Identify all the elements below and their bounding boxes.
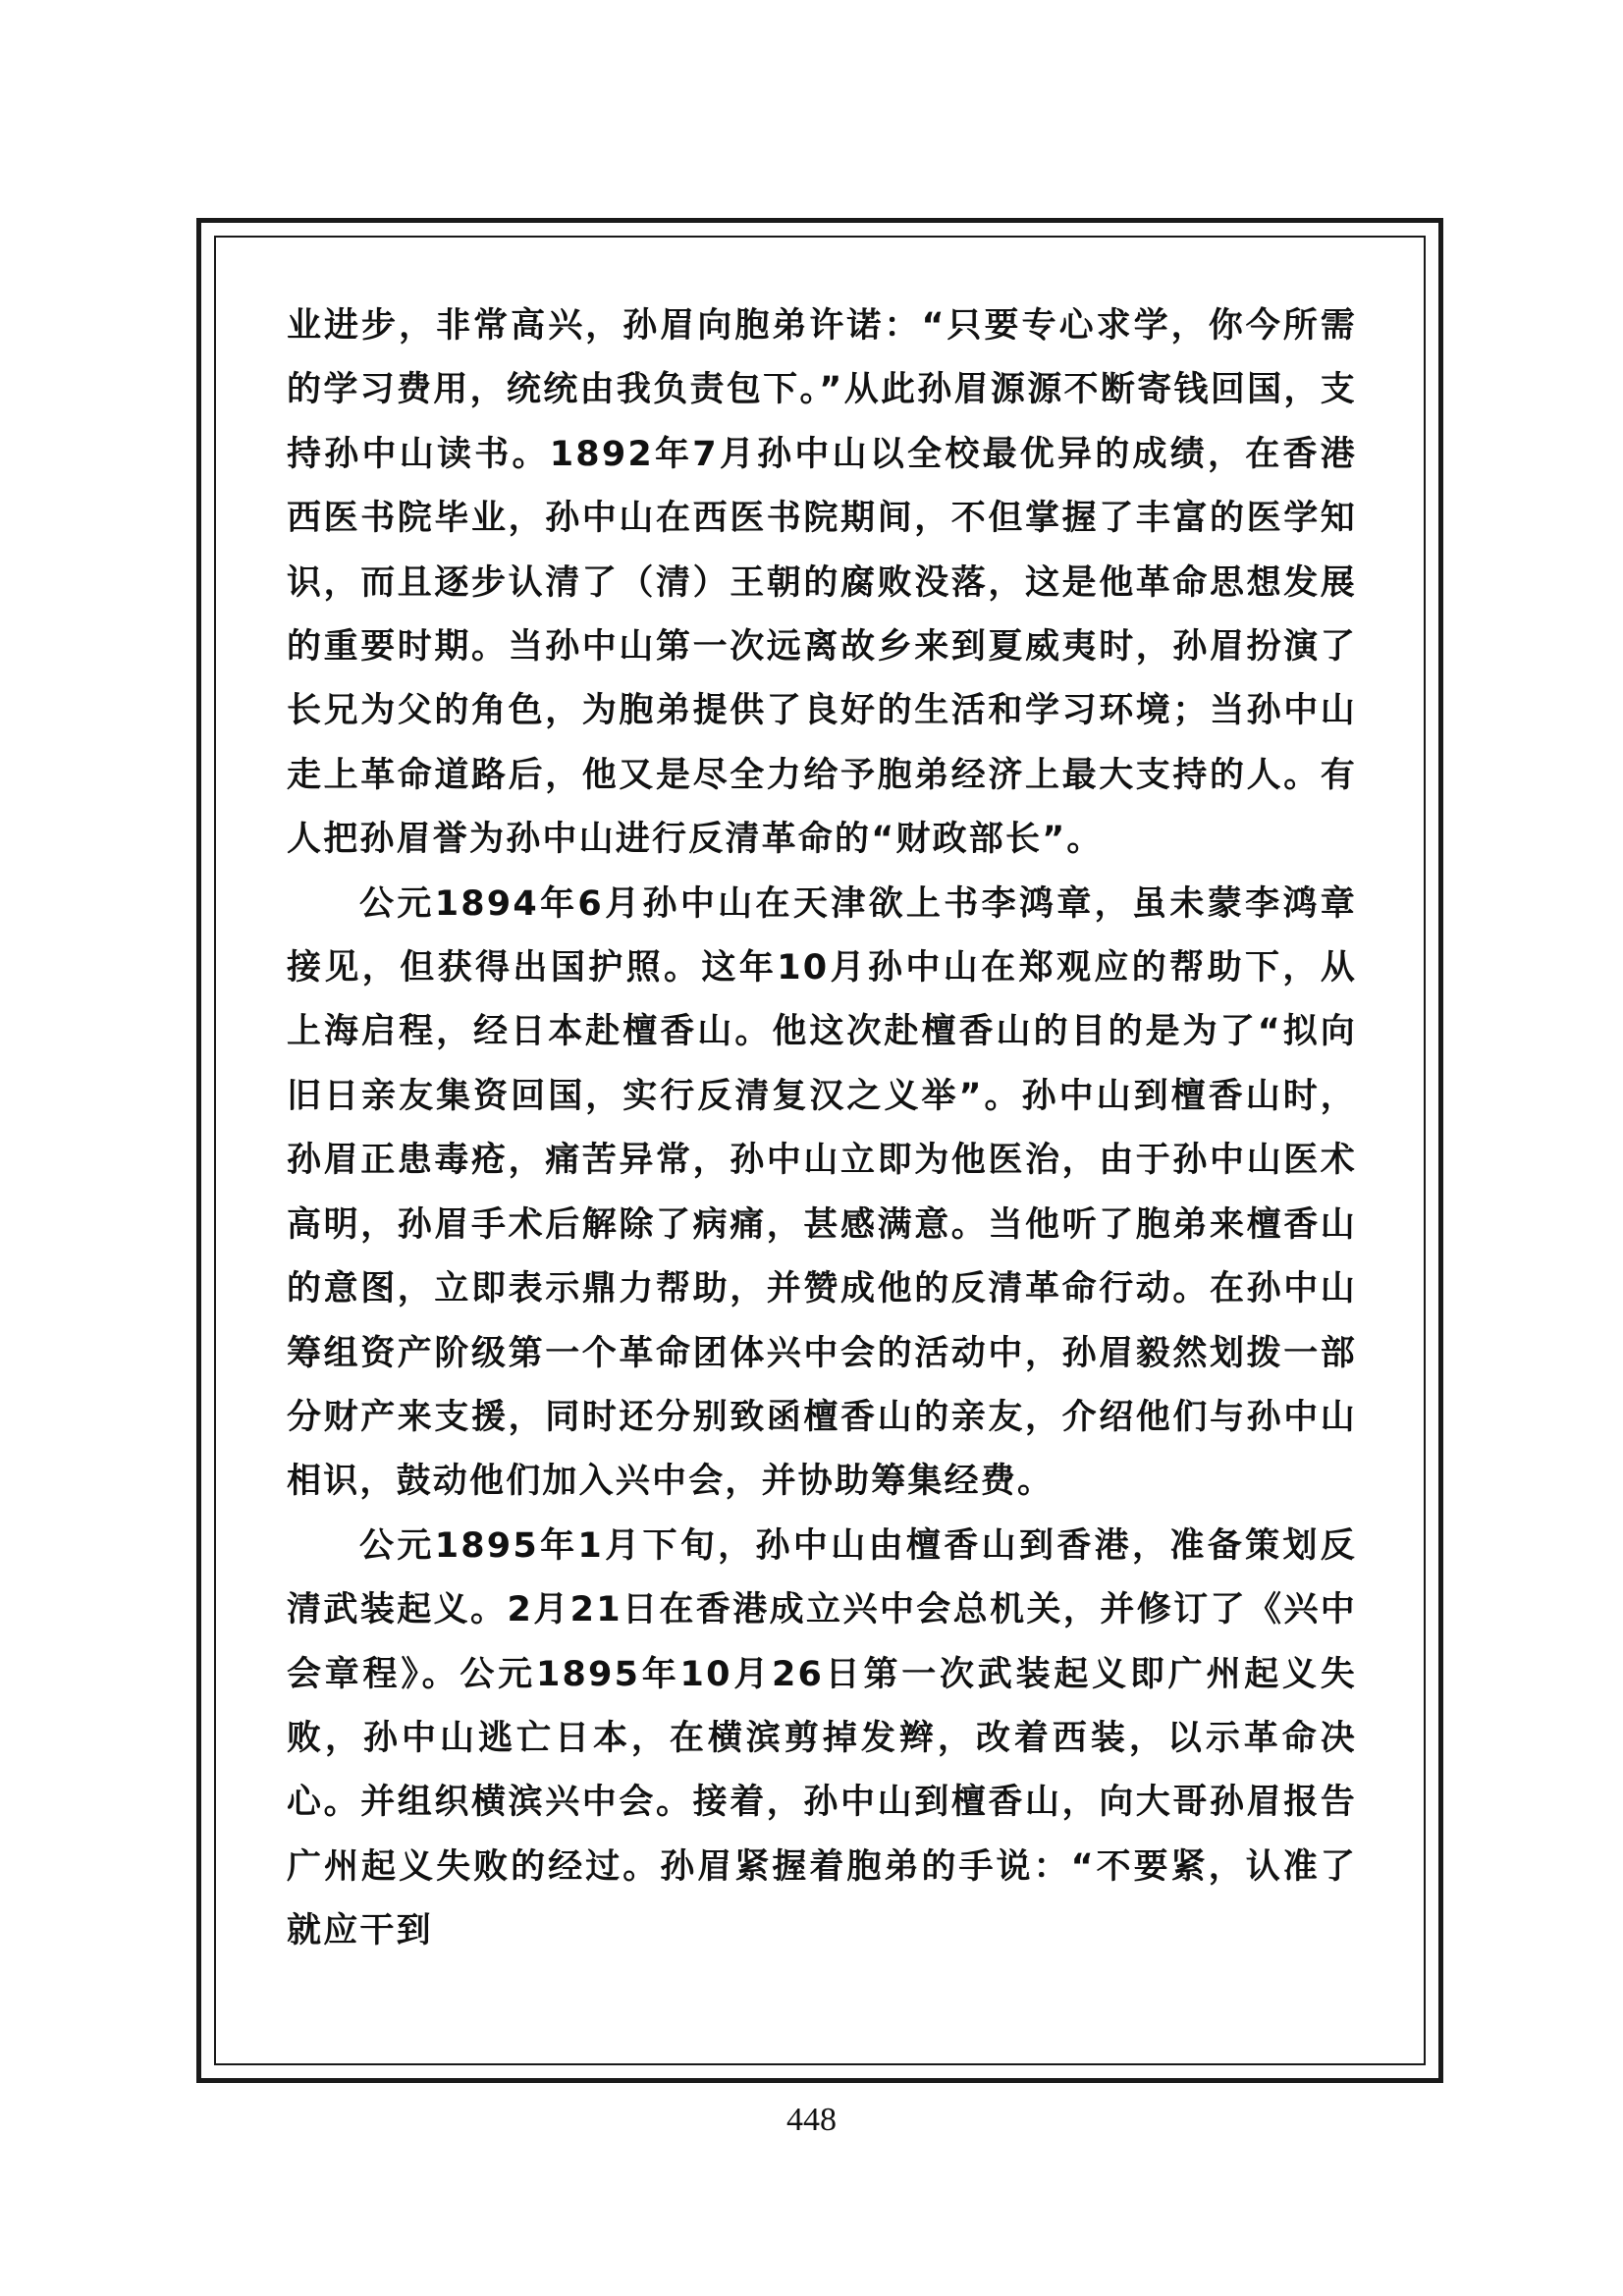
body-text [287,294,1357,1964]
paragraph-2: 公元1894年6月孙中山在天津欲上书李鸿章，虽未蒙李鸿章接见，但获得出国护照。这年10月孙中山在郑观应的帮助下，从上海启程，经日本赴檀香山。他这次赴檀香山的目的是为了“拟向旧日亲友集资回国，实行反清复汉之义举”。孙中山到檀香山时，孙眉正患毒疮，痛苦异常，孙中山立即为他医治，由于孙中山医术高明，孙眉手术后解除了病痛，甚感满意。当他听了胞弟来檀香山的意图，立即表示鼎力帮助，并赞成他的反清革命行动。在孙中山筹组资产阶级第一个革命团体兴中会的活动中，孙眉毅然划拨一部分财产来支援，同时还分别致函檀香山的亲友，介绍他们与孙中山相识，鼓动他们加入兴中会，并协助筹集经费。 [287,883,1357,1502]
page-number: 448 [786,2102,837,2138]
paragraph-1: 业进步，非常高兴，孙眉向胞弟许诺：“只要专心求学，你今所需的学习费用，统统由我负责包下。”从此孙眉源源不断寄钱回国，支持孙中山读书。1892年7月孙中山以全校最优异的成绩，在香港西医书院毕业，孙中山在西医书院期间，不但掌握了丰富的医学知识，而且逐步认清了（清）王朝的腐败没落，这是他革命思想发展的重要时期。当孙中山第一次远离故乡来到夏威夷时，孙眉扮演了长兄为父的角色，为胞弟提供了良好的生活和学习环境；当孙中山走上革命道路后，他又是尽全力给予胞弟经济上最大支持的人。有人把孙眉誉为孙中山进行反清革命的“财政部长”。 [287,306,1357,860]
paragraph-3: 公元1895年1月下旬，孙中山由檀香山到香港，准备策划反清武装起义。2月21日在香港成立兴中会总机关，并修订了《兴中会章程》。公元1895年10月26日第一次武装起义即广州起义失败，孙中山逃亡日本，在横滨剪掉发辫，改着西装，以示革命决心。并组织横滨兴中会。接着，孙中山到檀香山，向大哥孙眉报告广州起义失败的经过。孙眉紧握着胞弟的手说：“不要紧，认准了就应干到 [287,1525,1357,1951]
